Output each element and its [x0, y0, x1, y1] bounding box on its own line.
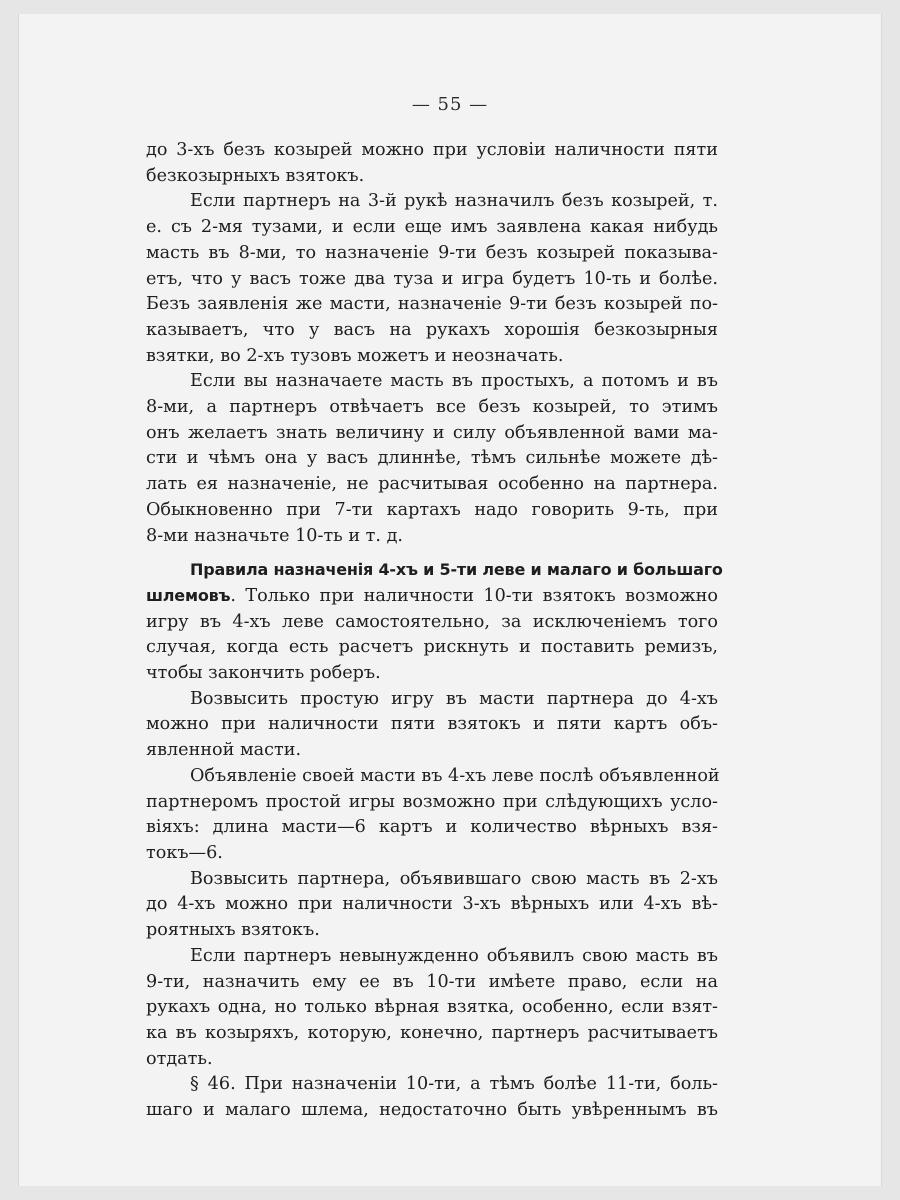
- text-line: до 4-хъ можно при наличности 3-хъ вѣрныхъ или 4-хъ вѣ-: [146, 894, 718, 915]
- text-line: игру въ 4-хъ леве самостоятельно, за исключеніемъ того: [146, 611, 718, 632]
- text-line: етъ, что у васъ тоже два туза и игра будетъ 10-ть и болѣе.: [146, 268, 718, 289]
- text-line: масть въ 8-ми, то назначеніе 9-ти безъ козырей показыва-: [146, 242, 718, 263]
- text-line: рукахъ одна, но только вѣрная взятка, особенно, если взят-: [146, 997, 718, 1018]
- text-line: 8-ми, а партнеръ отвѣчаетъ все безъ козырей, то этимъ: [146, 397, 718, 418]
- section-heading: Правила назначенія 4-хъ и 5-ти леве и малаго и большаго: [190, 560, 723, 580]
- text-line: роятныхъ взятокъ.: [146, 920, 320, 941]
- text-line: отдать.: [146, 1048, 213, 1069]
- text-line: до 3-хъ безъ козырей можно при условіи наличности пяти: [146, 140, 718, 160]
- page-number: — 55 —: [411, 94, 489, 115]
- text-line: лать ея назначеніе, не расчитывая особенно на партнера.: [146, 474, 718, 495]
- text-line: чтобы закончить роберъ.: [146, 663, 381, 684]
- book-page: [18, 14, 882, 1186]
- text-line: віяхъ: длина масти—6 картъ и количество вѣрныхъ взя-: [146, 817, 718, 838]
- text-line: е. съ 2-мя тузами, и если еще имъ заявлена какая нибудь: [146, 217, 718, 238]
- text-line: сти и чѣмъ она у васъ длиннѣе, тѣмъ сильнѣе можете дѣ-: [146, 448, 718, 469]
- text-line: безкозырныхъ взятокъ.: [146, 165, 365, 186]
- text-line: токъ—6.: [146, 842, 223, 863]
- text-line: взятки, во 2-хъ тузовъ можетъ и неозначать.: [146, 345, 564, 366]
- text-line: шаго и малаго шлема, недостаточно быть увѣреннымъ въ: [146, 1100, 718, 1121]
- text-line: казываетъ, что у васъ на рукахъ хорошія безкозырныя: [146, 319, 718, 340]
- text-line: Обыкновенно при 7-ти картахъ надо говорить 9-ть, при: [146, 499, 718, 520]
- page-body: [146, 138, 723, 1124]
- text-line: Возвысить простую игру въ масти партнера до 4-хъ: [190, 688, 718, 709]
- text-line: Если вы назначаете масть въ простыхъ, а потомъ и въ: [190, 371, 718, 392]
- text-line: случая, когда есть расчетъ рискнуть и поставить ремизъ,: [146, 637, 718, 658]
- text-fragment: . Только при наличности 10-ти взятокъ возможно: [230, 585, 718, 606]
- text-line: Возвысить партнера, объявившаго свою масть въ 2-хъ: [190, 868, 718, 889]
- text-line: ка въ козыряхъ, которую, конечно, партнеръ расчитываетъ: [146, 1022, 718, 1043]
- text-line: партнеромъ простой игры возможно при слѣдующихъ усло-: [146, 791, 718, 812]
- text-line: Объявленіе своей масти въ 4-хъ леве послѣ объявленной: [190, 765, 720, 786]
- text-line: Если партнеръ невынужденно объявилъ свою масть въ: [190, 945, 718, 966]
- text-line: [146, 583, 718, 610]
- text-line: можно при наличности пяти взятокъ и пяти картъ объ-: [146, 714, 718, 735]
- text-line: явленной масти.: [146, 740, 302, 761]
- text-line: онъ желаетъ знать величину и силу объявленной вами ма-: [146, 422, 718, 443]
- text-line: § 46. При назначеніи 10-ти, а тѣмъ болѣе 11-ти, боль-: [190, 1074, 718, 1095]
- text-line: Если партнеръ на 3-й рукѣ назначилъ безъ козырей, т.: [190, 191, 718, 212]
- section-heading-end: шлемовъ: [146, 585, 231, 605]
- text-line: 9-ти, назначить ему ее въ 10-ти имѣете право, если на: [146, 971, 718, 992]
- text-line: 8-ми назначьте 10-ть и т. д.: [146, 525, 404, 546]
- text-line: Безъ заявленія же масти, назначеніе 9-ти безъ козырей по-: [146, 294, 718, 315]
